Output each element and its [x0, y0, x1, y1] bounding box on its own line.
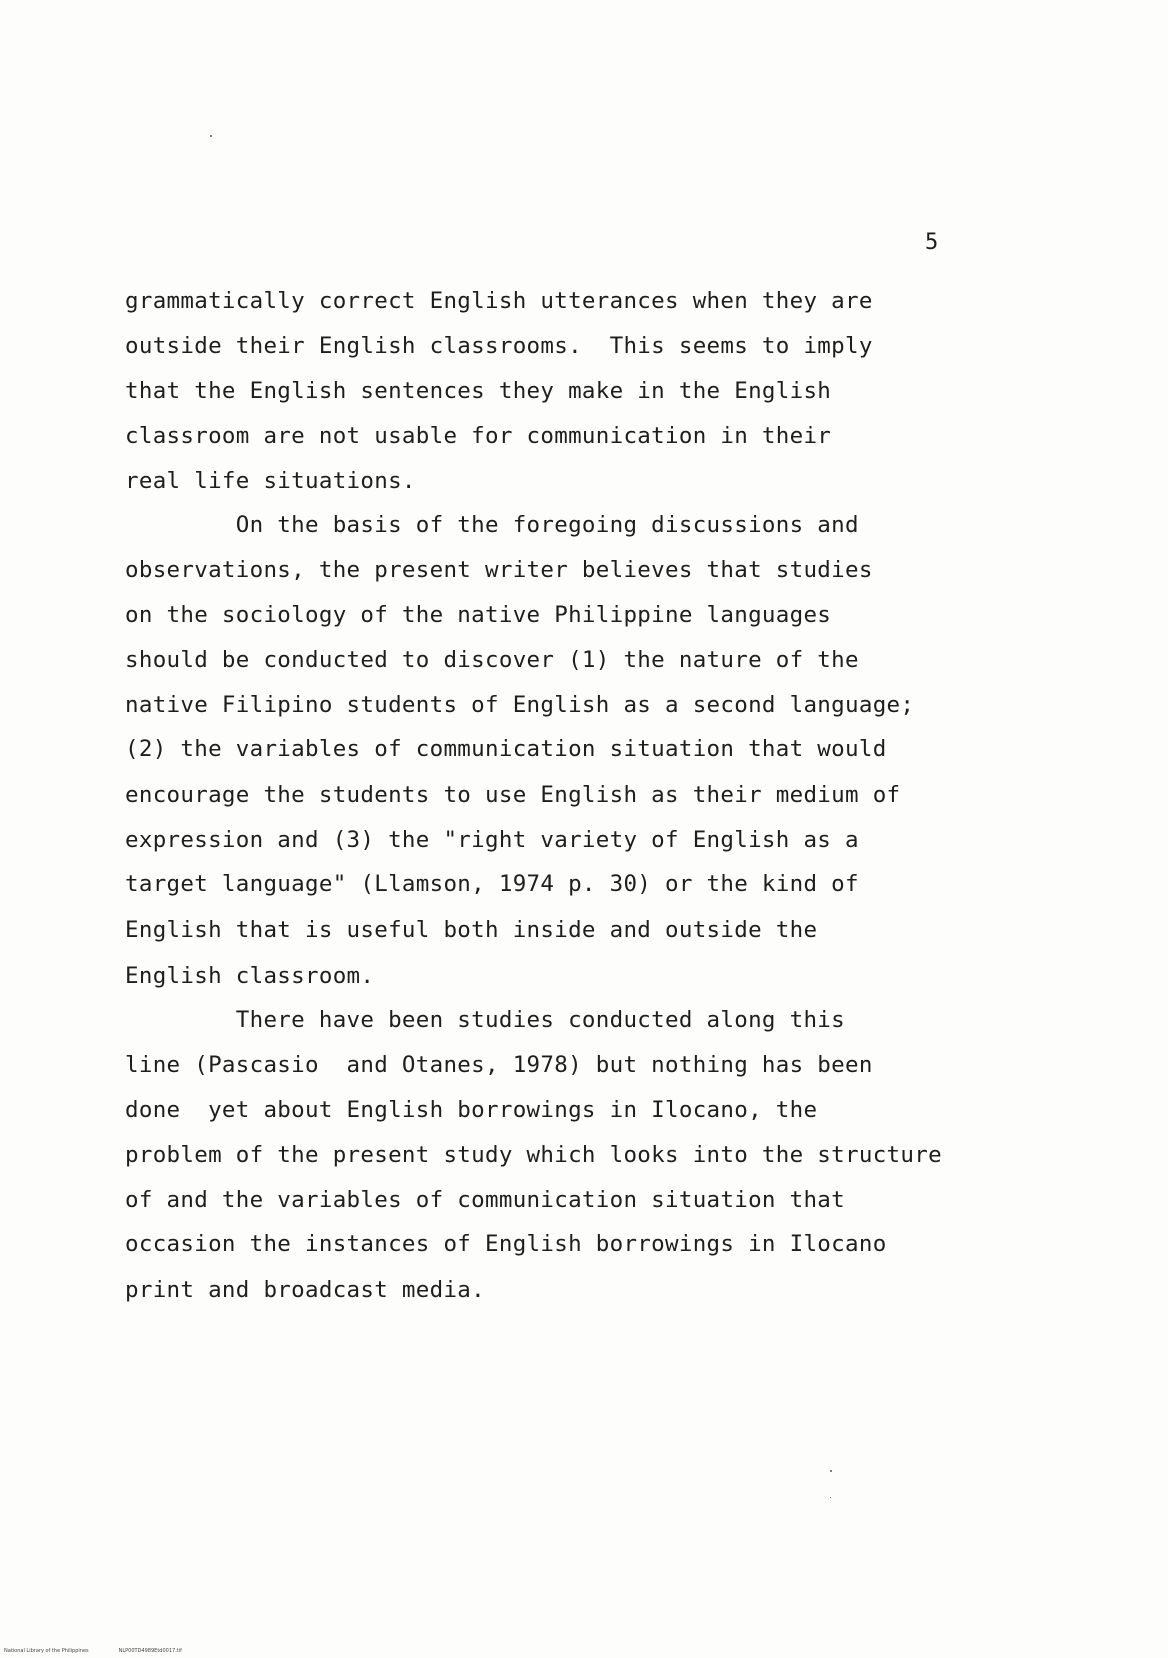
- text-line: English classroom.: [125, 963, 375, 989]
- text-line: classroom are not usable for communication in their: [125, 423, 832, 449]
- text-line: target language" (Llamson, 1974 p. 30) or the kind of: [125, 871, 859, 897]
- text-line: native Filipino students of English as a second language;: [125, 692, 915, 718]
- scan-footer: [4, 1648, 212, 1654]
- text-line: that the English sentences they make in the English: [125, 378, 832, 404]
- text-line: of and the variables of communication situation that: [125, 1187, 845, 1213]
- text-line: done yet about English borrowings in Ilocano, the: [125, 1097, 818, 1123]
- text-line: line (Pascasio and Otanes, 1978) but nothing has been: [125, 1052, 873, 1078]
- text-line: encourage the students to use English as their medium of: [125, 782, 901, 808]
- text-line: on the sociology of the native Philippine languages: [125, 602, 832, 628]
- text-line: expression and (3) the "right variety of English as a: [125, 827, 859, 853]
- scan-speck: [830, 1497, 831, 1498]
- text-line: real life situations.: [125, 468, 416, 494]
- scan-speck: [210, 135, 212, 137]
- text-line: outside their English classrooms. This seems to imply: [125, 333, 873, 359]
- scan-speck: [830, 1470, 832, 1472]
- page-number: 5: [925, 230, 939, 255]
- text-line: English that is useful both inside and outside the: [125, 917, 818, 943]
- text-line: should be conducted to discover (1) the nature of the: [125, 647, 859, 673]
- footer-file-id: NLP00TD4989Etd0017.tif: [118, 1648, 182, 1654]
- text-line: On the basis of the foregoing discussions and: [125, 512, 859, 538]
- footer-library: National Library of the Philippines: [4, 1648, 89, 1654]
- text-line: There have been studies conducted along this: [125, 1007, 845, 1033]
- text-line: observations, the present writer believes that studies: [125, 557, 873, 583]
- text-line: problem of the present study which looks into the structure: [125, 1142, 942, 1168]
- text-line: grammatically correct English utterances when they are: [125, 288, 873, 314]
- text-line: print and broadcast media.: [125, 1277, 485, 1303]
- text-line: occasion the instances of English borrowings in Ilocano: [125, 1231, 887, 1257]
- text-line: (2) the variables of communication situation that would: [125, 736, 887, 762]
